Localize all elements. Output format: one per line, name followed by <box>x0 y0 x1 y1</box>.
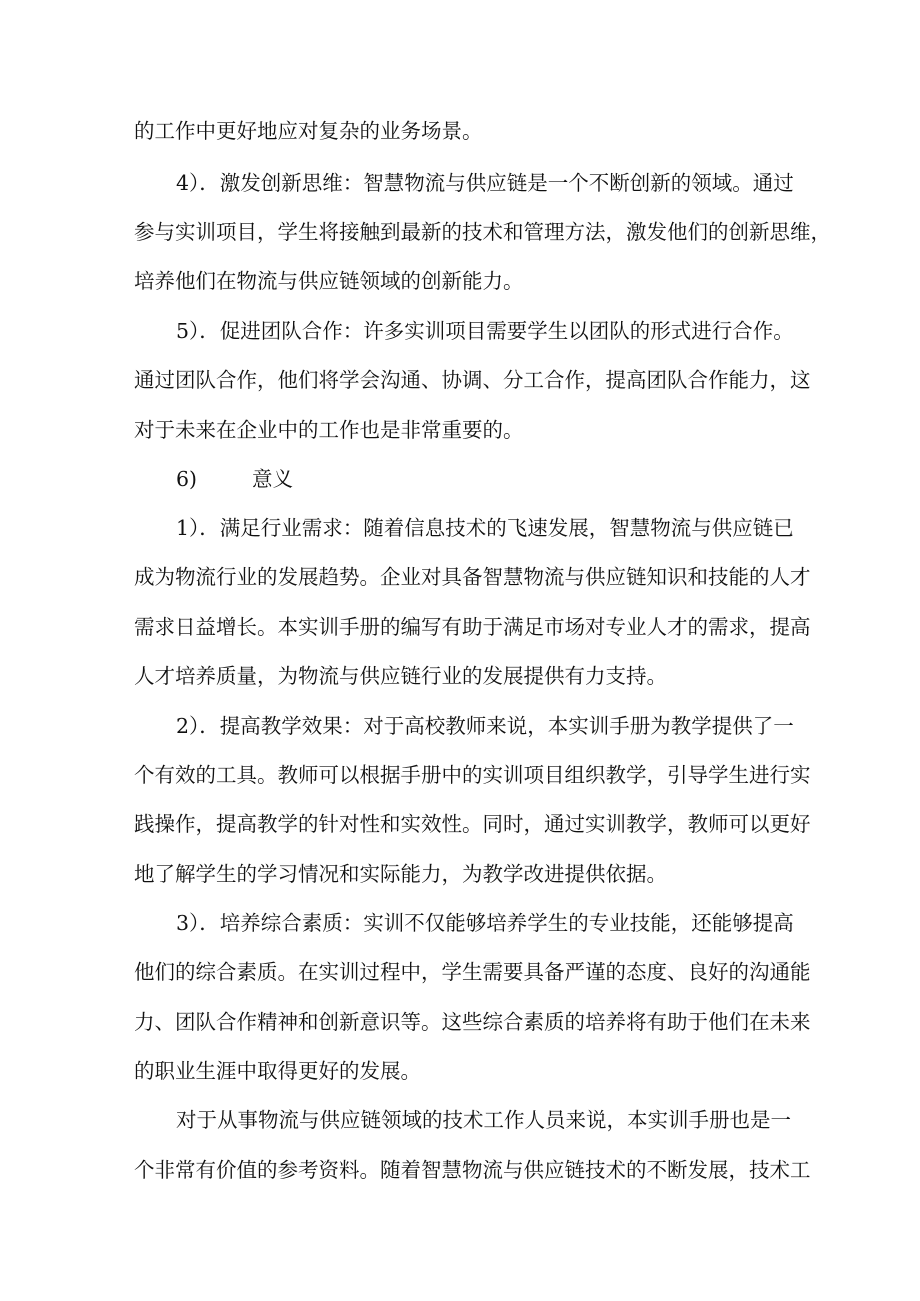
text-line: 3）．培养综合素质：实训不仅能够培养学生的专业技能，还能够提高 <box>176 911 794 935</box>
text-line: 的职业生涯中取得更好的发展。 <box>134 1059 421 1083</box>
section-heading <box>0 464 920 494</box>
text-line: 个非常有价值的参考资料。随着智慧物流与供应链技术的不断发展，技术工 <box>134 1158 811 1182</box>
text-line: 成为物流行业的发展趋势。企业对具备智慧物流与供应链知识和技能的人才 <box>134 565 811 589</box>
text-line: 人才培养质量，为物流与供应链行业的发展提供有力支持。 <box>134 664 667 688</box>
text-line: 5）．促进团队合作：许多实训项目需要学生以团队的形式进行合作。 <box>176 319 794 343</box>
text-line: 培养他们在物流与供应链领域的创新能力。 <box>134 269 524 293</box>
text-line: 2）．提高教学效果：对于高校教师来说，本实训手册为教学提供了一 <box>176 714 794 738</box>
text-line: 力、团队合作精神和创新意识等。这些综合素质的培养将有助于他们在未来 <box>134 1010 811 1034</box>
text-line: 践操作，提高教学的针对性和实效性。同时，通过实训教学，教师可以更好 <box>134 812 811 836</box>
text-line: 他们的综合素质。在实训过程中，学生需要具备严谨的态度、良好的沟通能 <box>134 960 811 984</box>
text-line: 4）．激发创新思维：智慧物流与供应链是一个不断创新的领域。通过 <box>176 171 794 195</box>
text-line: 1）．满足行业需求：随着信息技术的飞速发展，智慧物流与供应链已 <box>176 516 794 540</box>
text-line: 对于从事物流与供应链领域的技术工作人员来说，本实训手册也是一 <box>176 1108 791 1132</box>
text-line: 个有效的工具。教师可以根据手册中的实训项目组织教学，引导学生进行实 <box>134 763 811 787</box>
text-line: 参与实训项目，学生将接触到最新的技术和管理方法，激发他们的创新思维， <box>134 220 831 244</box>
text-line: 对于未来在企业中的工作也是非常重要的。 <box>134 418 524 442</box>
text-line: 需求日益增长。本实训手册的编写有助于满足市场对专业人才的需求，提高 <box>134 615 811 639</box>
text-line: 的工作中更好地应对复杂的业务场景。 <box>134 119 483 143</box>
heading-number: 6) <box>176 467 198 491</box>
text-line: 地了解学生的学习情况和实际能力，为教学改进提供依据。 <box>134 862 667 886</box>
heading-title: 意义 <box>252 467 293 491</box>
text-line: 通过团队合作，他们将学会沟通、协调、分工合作，提高团队合作能力，这 <box>134 368 811 392</box>
